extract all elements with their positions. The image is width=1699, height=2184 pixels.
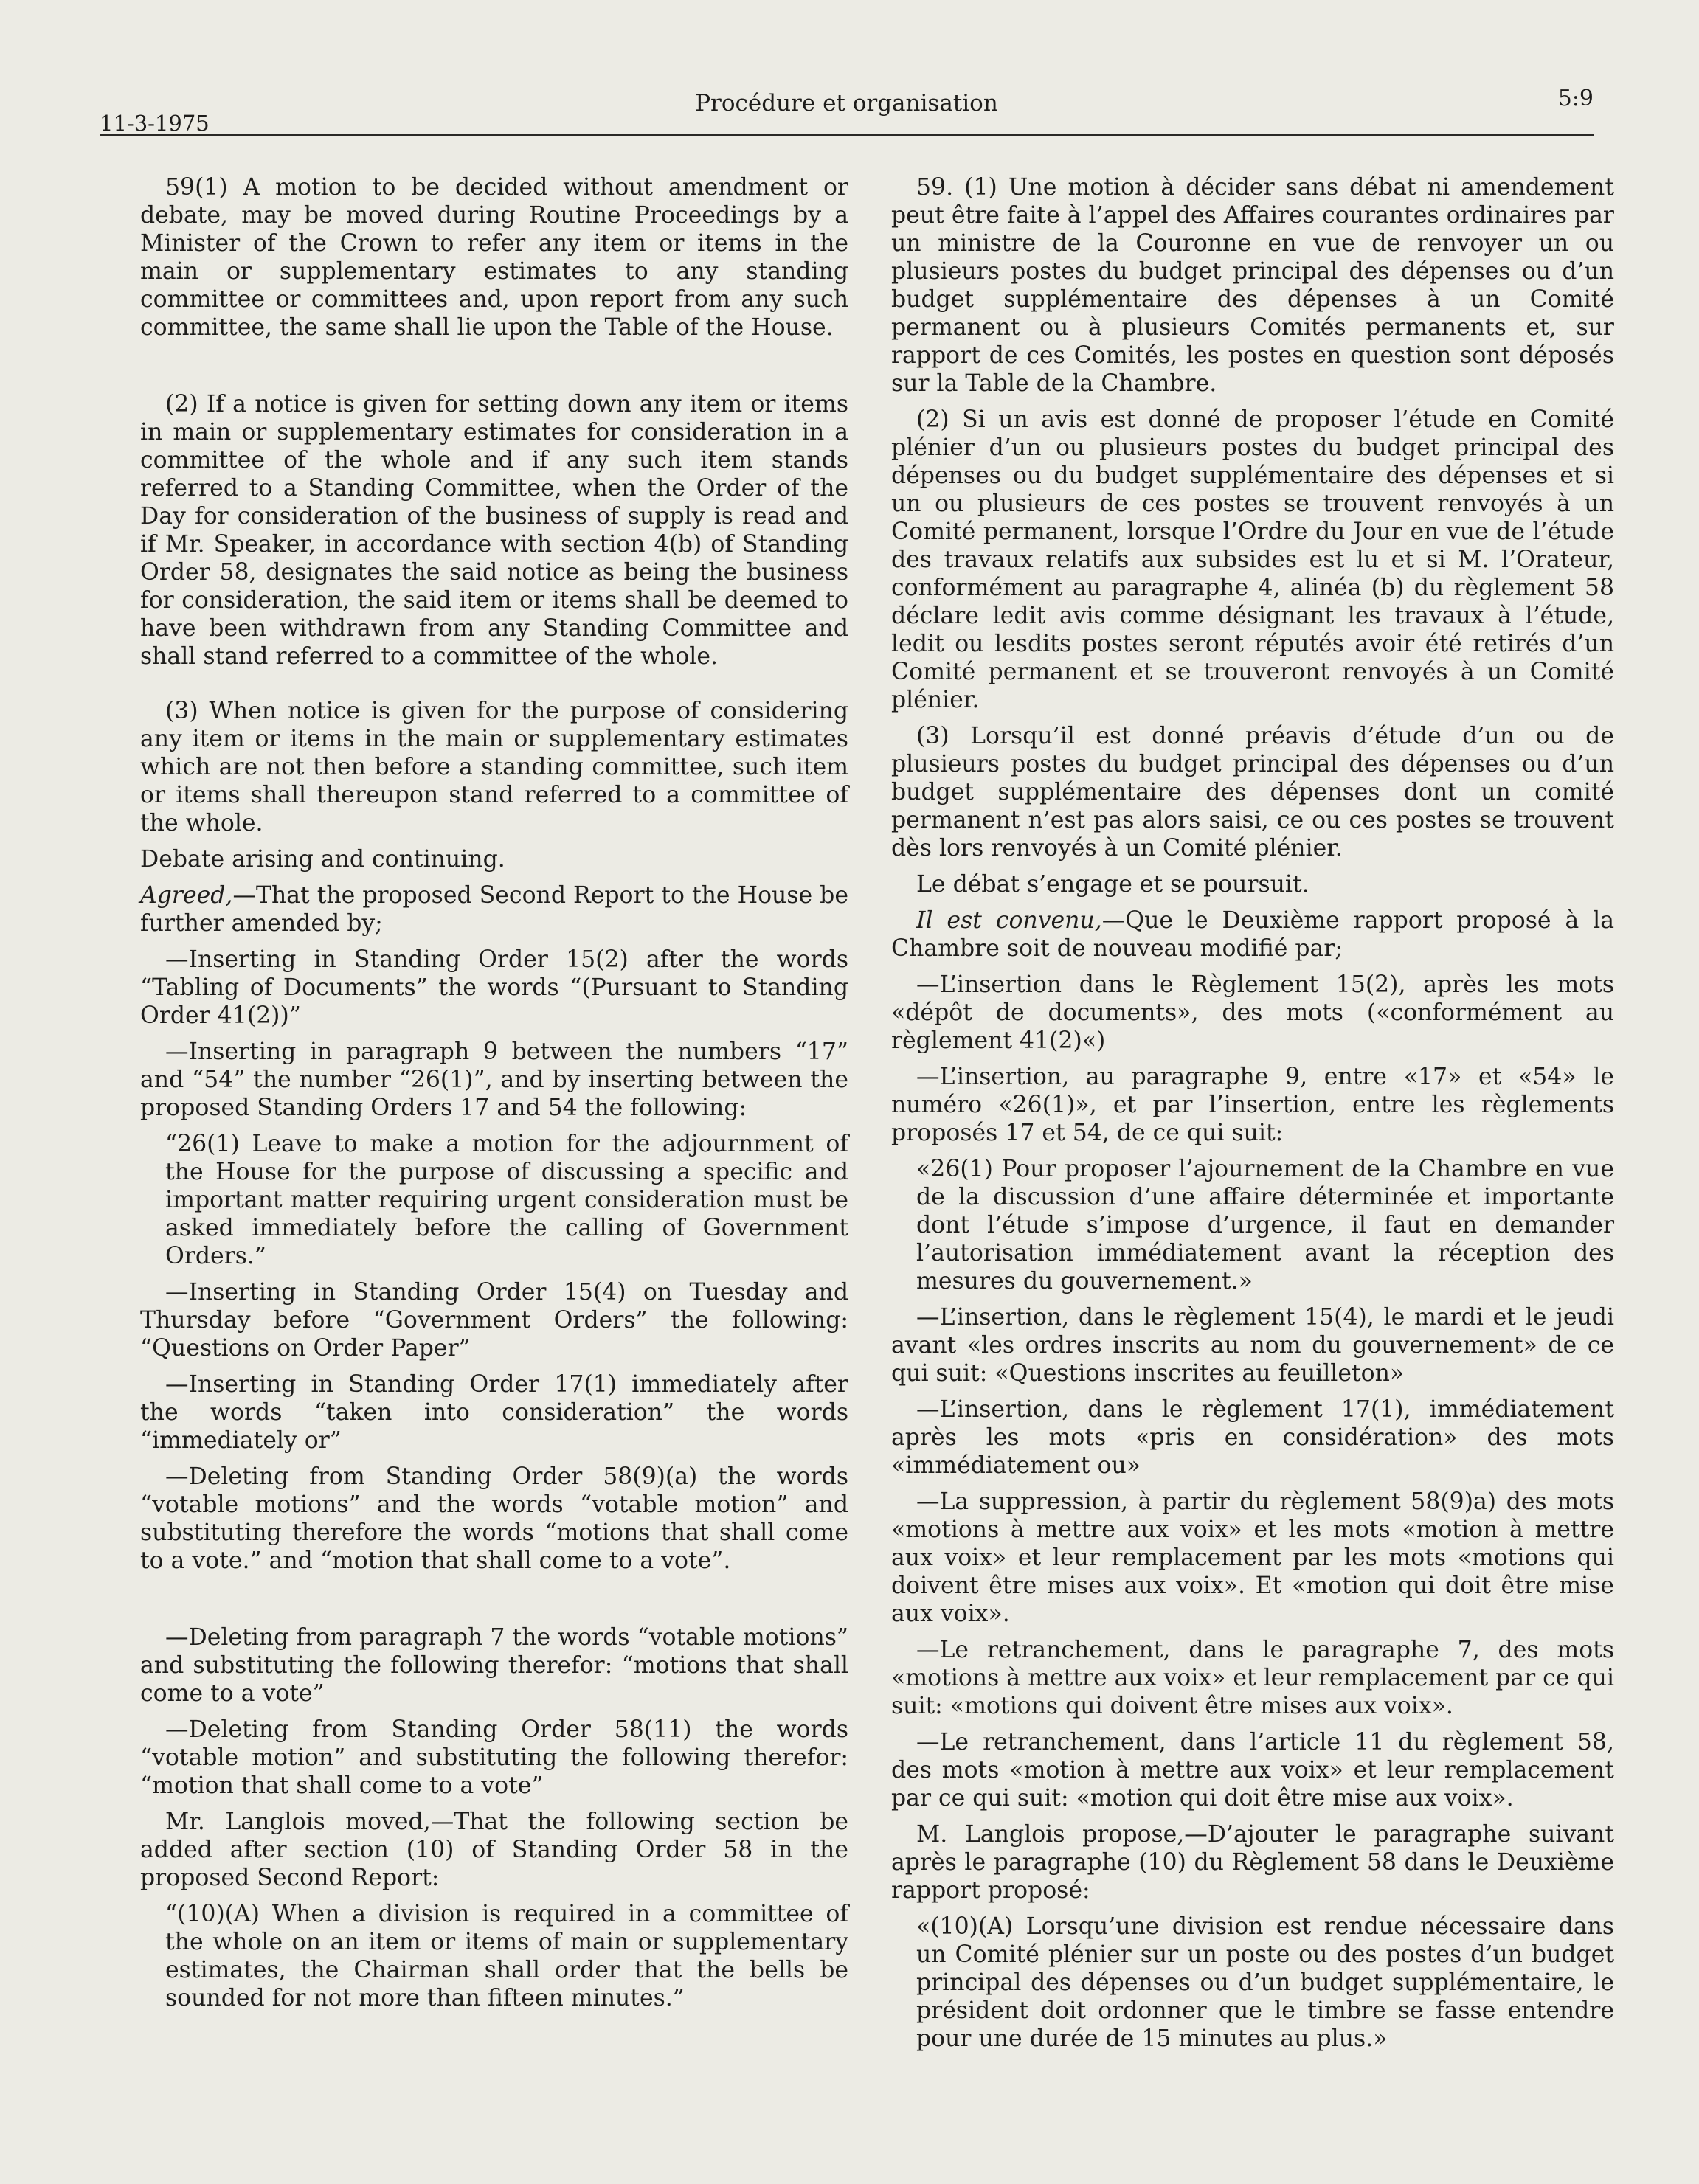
paragraph-text: —That the proposed Second Report to the House be further amended by; [140, 882, 848, 937]
header-date: 11-3-1975 [100, 111, 210, 136]
paragraph-lead: Il est convenu, [916, 907, 1102, 934]
paragraph: —Inserting in paragraph 9 between the numbers “17” and “54” the number “26(1)”, and by inserting between the proposed Standing Orders 17 and 54 the following: [140, 1039, 848, 1121]
quoted-paragraph: “(10)(A) When a division is required in a committee of the whole on an item or items of main or supplementary estimates, the Chairman shall order that the bells be sounded for not more than fifteen minutes.” [165, 1901, 848, 2011]
paragraph-text: —Que le Deuxième rapport proposé à la Chambre soit de nouveau modifié par; [891, 907, 1615, 962]
paragraph: M. Langlois propose,—D’ajouter le paragraphe suivant après le paragraphe (10) du Règlement 58 dans le Deuxième rapport proposé: [891, 1821, 1614, 1904]
paragraph: (3) Lorsqu’il est donné préavis d’étude d’un ou de plusieurs postes du budget principal des dépenses ou d’un budget supplémentaire des dépenses dont un comité permanent n’est pas alors saisi, ce ou ces postes se trouvent dès lors renvoyés à un Comité plénier. [891, 723, 1614, 862]
paragraph-lead: Agreed, [140, 882, 233, 909]
paragraph: —Inserting in Standing Order 15(2) after the words “Tabling of Documents” the words “(Pursuant to Standing Order 41(2))” [140, 946, 848, 1029]
paragraph: —L’insertion dans le Règlement 15(2), après les mots «dépôt de documents», des mots («conformément au règlement 41(2)«) [891, 971, 1614, 1054]
english-column [140, 173, 848, 2020]
paragraph: —Le retranchement, dans le paragraphe 7, des mots «motions à mettre aux voix» et leur remplacement par ce qui suit: «motions qui doivent être mises aux voix». [891, 1637, 1614, 1719]
running-header [100, 83, 1594, 136]
paragraph: —L’insertion, dans le règlement 15(4), le mardi et le jeudi avant «les ordres inscrits au nom du gouvernement» de ce qui suit: «Questions inscrites au feuilleton» [891, 1304, 1614, 1387]
header-page-number: 5:9 [1557, 86, 1594, 111]
paragraph [140, 881, 848, 937]
paragraph: (3) When notice is given for the purpose of considering any item or items in the main or supplementary estimates which are not then before a standing committee, such item or items shall thereupon stand referred to a committee of the whole. [140, 698, 848, 836]
paragraph: (2) If a notice is given for setting down any item or items in main or supplementary estimates for consideration in a committee of the whole and if any such item stands referred to a Standing Committee, when the Order of the Day for consideration of the business of supply is read and if Mr. Speaker, in accordance with section 4(b) of Standing Order 58, designates the said notice as being the business for consideration, the said item or items shall be deemed to have been withdrawn from any Standing Committee and shall stand referred to a committee of the whole. [140, 391, 848, 670]
quoted-paragraph: “26(1) Leave to make a motion for the adjournment of the House for the purpose of discussing a specific and important matter requiring urgent consideration must be asked immediately before the calling of Government Orders.” [165, 1131, 848, 1269]
quoted-paragraph: «(10)(A) Lorsqu’une division est rendue nécessaire dans un Comité plénier sur un poste ou des postes d’un budget principal des dépenses ou d’un budget supplémentaire, le président doit ordonner que le timbre se fasse entendre pour une durée de 15 minutes au plus.» [916, 1913, 1614, 2052]
paragraph [891, 906, 1614, 963]
paragraph: (2) Si un avis est donné de proposer l’étude en Comité plénier d’un ou plusieurs postes du budget principal des dépenses ou du budget supplémentaire des dépenses et si un ou plusieurs de ces postes se trouvent renvoyés à un Comité permanent, lorsque l’Ordre du Jour en vue de l’étude des travaux relatifs aux subsides est lu et si M. l’Orateur, conformément au paragraphe 4, alinéa (b) du règlement 58 déclare ledit avis comme désignant les travaux à l’étude, ledit ou lesdits postes seront réputés avoir été retirés d’un Comité permanent et se trouveront renvoyés à un Comité plénier. [891, 406, 1614, 713]
paragraph: —Inserting in Standing Order 15(4) on Tuesday and Thursday before “Government Orders” the following: “Questions on Order Paper” [140, 1279, 848, 1362]
header-title: Procédure et organisation [695, 90, 998, 117]
paragraph: Le débat s’engage et se poursuit. [916, 871, 1309, 898]
paragraph: —Deleting from Standing Order 58(9)(a) the words “votable motions” and the words “votable motion” and substituting therefore the words “motions that shall come to a vote.” and “motion that shall come to a vote”. [140, 1463, 848, 1574]
paragraph: —La suppression, à partir du règlement 58(9)a) des mots «motions à mettre aux voix» et les mots «motion à mettre aux voix» et leur remplacement par les mots «motions qui doivent être mises aux voix». Et «motion qui doit être mise aux voix». [891, 1488, 1614, 1627]
french-column [891, 173, 1614, 2061]
paragraph: —Le retranchement, dans l’article 11 du règlement 58, des mots «motion à mettre aux voix» et leur remplacement par ce qui suit: «motion qui doit être mise aux voix». [891, 1729, 1614, 1812]
paragraph: —L’insertion, au paragraphe 9, entre «17» et «54» le numéro «26(1)», et par l’insertion, entre les règlements proposés 17 et 54, de ce qui suit: [891, 1064, 1614, 1146]
paragraph: 59. (1) Une motion à décider sans débat ni amendement peut être faite à l’appel des Affaires courantes ordinaires par un ministre de la Couronne en vue de renvoyer un ou plusieurs postes du budget principal des dépenses ou d’un budget supplémentaire des dépenses à un Comité permanent ou à plusieurs Comités permanents et, sur rapport de ces Comités, les postes en question sont déposés sur la Table de la Chambre. [891, 174, 1614, 397]
paragraph: —L’insertion, dans le règlement 17(1), immédiatement après les mots «pris en considération» des mots «immédiatement ou» [891, 1396, 1614, 1479]
paragraph: —Deleting from Standing Order 58(11) the words “votable motion” and substituting the following therefor: “motion that shall come to a vote” [140, 1716, 848, 1799]
paragraph: Debate arising and continuing. [140, 846, 505, 873]
quoted-paragraph: «26(1) Pour proposer l’ajournement de la Chambre en vue de la discussion d’une affaire déterminée et importante dont l’étude s’impose d’urgence, il faut en demander l’autorisation immédiatement avant la réception des mesures du gouvernement.» [916, 1156, 1614, 1294]
paragraph: —Deleting from paragraph 7 the words “votable motions” and substituting the following therefor: “motions that shall come to a vote” [140, 1624, 848, 1707]
paragraph: 59(1) A motion to be decided without amendment or debate, may be moved during Routine Proceedings by a Minister of the Crown to refer any item or items in the main or supplementary estimates to any standing committee or committees and, upon report from any such committee, the same shall lie upon the Table of the House. [140, 174, 848, 341]
paragraph: —Inserting in Standing Order 17(1) immediately after the words “taken into consideration” the words “immediately or” [140, 1371, 848, 1454]
paragraph: Mr. Langlois moved,—That the following section be added after section (10) of Standing Order 58 in the proposed Second Report: [140, 1809, 848, 1891]
